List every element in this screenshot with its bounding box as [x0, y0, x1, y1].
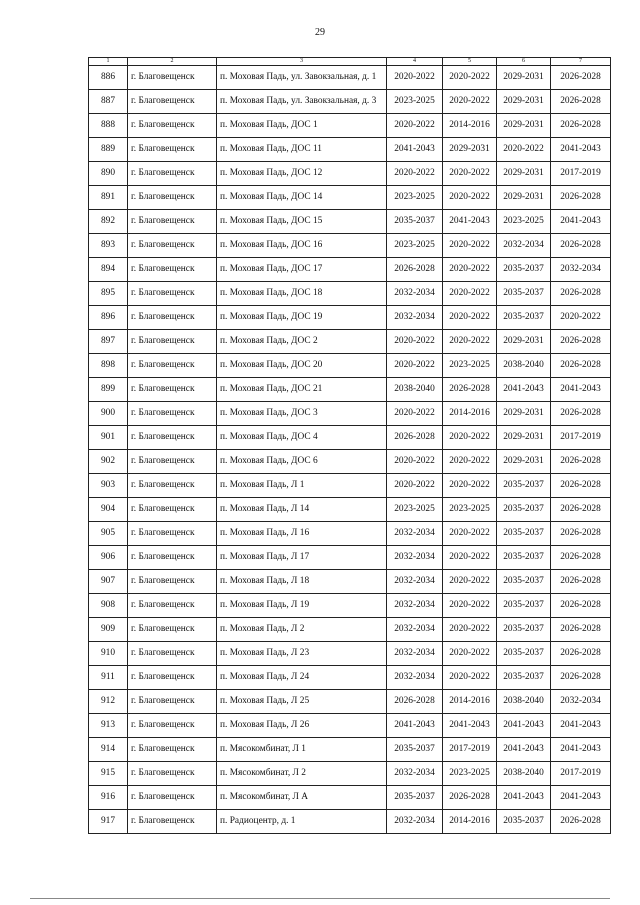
address-cell: п. Моховая Падь, Л 14 — [217, 498, 387, 522]
period-cell-3: 2035-2037 — [497, 810, 551, 834]
address-cell: п. Моховая Падь, ДОС 3 — [217, 402, 387, 426]
period-cell-1: 2020-2022 — [387, 330, 443, 354]
city-cell: г. Благовещенск — [128, 210, 217, 234]
period-cell-3: 2035-2037 — [497, 282, 551, 306]
row-number-cell: 888 — [89, 114, 128, 138]
address-cell: п. Моховая Падь, ул. Завокзальная, д. 1 — [217, 66, 387, 90]
period-cell-1: 2032-2034 — [387, 306, 443, 330]
city-cell: г. Благовещенск — [128, 330, 217, 354]
period-cell-4: 2026-2028 — [551, 330, 611, 354]
column-number-row — [89, 58, 611, 66]
table-row — [89, 90, 611, 114]
city-cell: г. Благовещенск — [128, 642, 217, 666]
period-cell-4: 2041-2043 — [551, 138, 611, 162]
row-number-cell: 917 — [89, 810, 128, 834]
column-header: 6 — [497, 58, 551, 66]
row-number-cell: 907 — [89, 570, 128, 594]
period-cell-1: 2032-2034 — [387, 570, 443, 594]
period-cell-1: 2032-2034 — [387, 282, 443, 306]
address-cell: п. Моховая Падь, Л 17 — [217, 546, 387, 570]
period-cell-1: 2020-2022 — [387, 354, 443, 378]
period-cell-3: 2035-2037 — [497, 618, 551, 642]
period-cell-2: 2029-2031 — [443, 138, 497, 162]
period-cell-3: 2023-2025 — [497, 210, 551, 234]
address-cell: п. Моховая Падь, ДОС 14 — [217, 186, 387, 210]
address-cell: п. Моховая Падь, ДОС 18 — [217, 282, 387, 306]
period-cell-3: 2020-2022 — [497, 138, 551, 162]
period-cell-3: 2041-2043 — [497, 786, 551, 810]
period-cell-2: 2023-2025 — [443, 762, 497, 786]
city-cell: г. Благовещенск — [128, 354, 217, 378]
table-row — [89, 330, 611, 354]
table-row — [89, 810, 611, 834]
period-cell-1: 2020-2022 — [387, 114, 443, 138]
period-cell-2: 2020-2022 — [443, 306, 497, 330]
row-number-cell: 908 — [89, 594, 128, 618]
city-cell: г. Благовещенск — [128, 570, 217, 594]
address-cell: п. Мясокомбинат, Л 2 — [217, 762, 387, 786]
table-row — [89, 522, 611, 546]
address-cell: п. Моховая Падь, ДОС 2 — [217, 330, 387, 354]
row-number-cell: 890 — [89, 162, 128, 186]
address-cell: п. Радиоцентр, д. 1 — [217, 810, 387, 834]
period-cell-3: 2029-2031 — [497, 426, 551, 450]
period-cell-2: 2023-2025 — [443, 354, 497, 378]
period-cell-3: 2038-2040 — [497, 354, 551, 378]
row-number-cell: 911 — [89, 666, 128, 690]
table-row — [89, 186, 611, 210]
row-number-cell: 912 — [89, 690, 128, 714]
period-cell-1: 2035-2037 — [387, 738, 443, 762]
period-cell-3: 2035-2037 — [497, 258, 551, 282]
period-cell-4: 2026-2028 — [551, 666, 611, 690]
table-row — [89, 474, 611, 498]
address-cell: п. Мясокомбинат, Л А — [217, 786, 387, 810]
address-cell: п. Моховая Падь, ДОС 1 — [217, 114, 387, 138]
row-number-cell: 894 — [89, 258, 128, 282]
table-row — [89, 354, 611, 378]
address-cell: п. Моховая Падь, ДОС 20 — [217, 354, 387, 378]
row-number-cell: 903 — [89, 474, 128, 498]
period-cell-2: 2041-2043 — [443, 210, 497, 234]
period-cell-2: 2014-2016 — [443, 810, 497, 834]
column-header: 1 — [89, 58, 128, 66]
period-cell-1: 2023-2025 — [387, 186, 443, 210]
row-number-cell: 914 — [89, 738, 128, 762]
table-row — [89, 162, 611, 186]
city-cell: г. Благовещенск — [128, 234, 217, 258]
address-cell: п. Моховая Падь, ДОС 21 — [217, 378, 387, 402]
city-cell: г. Благовещенск — [128, 474, 217, 498]
period-cell-2: 2020-2022 — [443, 426, 497, 450]
period-cell-3: 2029-2031 — [497, 90, 551, 114]
period-cell-4: 2017-2019 — [551, 162, 611, 186]
table-row — [89, 594, 611, 618]
table-row — [89, 642, 611, 666]
city-cell: г. Благовещенск — [128, 306, 217, 330]
period-cell-4: 2026-2028 — [551, 474, 611, 498]
period-cell-4: 2017-2019 — [551, 762, 611, 786]
address-cell: п. Моховая Падь, ДОС 11 — [217, 138, 387, 162]
row-number-cell: 893 — [89, 234, 128, 258]
period-cell-4: 2017-2019 — [551, 426, 611, 450]
period-cell-1: 2020-2022 — [387, 474, 443, 498]
table-row — [89, 714, 611, 738]
period-cell-2: 2020-2022 — [443, 618, 497, 642]
period-cell-2: 2023-2025 — [443, 498, 497, 522]
period-cell-2: 2020-2022 — [443, 234, 497, 258]
period-cell-3: 2041-2043 — [497, 738, 551, 762]
row-number-cell: 909 — [89, 618, 128, 642]
city-cell: г. Благовещенск — [128, 114, 217, 138]
row-number-cell: 910 — [89, 642, 128, 666]
period-cell-2: 2020-2022 — [443, 258, 497, 282]
period-cell-2: 2017-2019 — [443, 738, 497, 762]
city-cell: г. Благовещенск — [128, 786, 217, 810]
table-row — [89, 282, 611, 306]
address-cell: п. Моховая Падь, Л 1 — [217, 474, 387, 498]
period-cell-2: 2020-2022 — [443, 522, 497, 546]
period-cell-2: 2020-2022 — [443, 186, 497, 210]
table-row — [89, 306, 611, 330]
table-row — [89, 738, 611, 762]
city-cell: г. Благовещенск — [128, 66, 217, 90]
period-cell-4: 2026-2028 — [551, 810, 611, 834]
period-cell-2: 2014-2016 — [443, 690, 497, 714]
row-number-cell: 901 — [89, 426, 128, 450]
city-cell: г. Благовещенск — [128, 666, 217, 690]
address-cell: п. Моховая Падь, ДОС 15 — [217, 210, 387, 234]
period-cell-3: 2035-2037 — [497, 666, 551, 690]
period-cell-4: 2026-2028 — [551, 546, 611, 570]
period-cell-4: 2026-2028 — [551, 402, 611, 426]
row-number-cell: 892 — [89, 210, 128, 234]
address-cell: п. Моховая Падь, ДОС 12 — [217, 162, 387, 186]
table-body — [89, 66, 611, 834]
city-cell: г. Благовещенск — [128, 90, 217, 114]
period-cell-3: 2038-2040 — [497, 690, 551, 714]
period-cell-4: 2026-2028 — [551, 66, 611, 90]
row-number-cell: 886 — [89, 66, 128, 90]
period-cell-2: 2020-2022 — [443, 450, 497, 474]
period-cell-3: 2038-2040 — [497, 762, 551, 786]
period-cell-1: 2032-2034 — [387, 546, 443, 570]
period-cell-3: 2041-2043 — [497, 714, 551, 738]
period-cell-3: 2029-2031 — [497, 330, 551, 354]
address-cell: п. Мясокомбинат, Л 1 — [217, 738, 387, 762]
city-cell: г. Благовещенск — [128, 498, 217, 522]
column-header: 4 — [387, 58, 443, 66]
column-header: 7 — [551, 58, 611, 66]
period-cell-4: 2026-2028 — [551, 234, 611, 258]
row-number-cell: 895 — [89, 282, 128, 306]
period-cell-1: 2038-2040 — [387, 378, 443, 402]
period-cell-4: 2041-2043 — [551, 210, 611, 234]
table-row — [89, 618, 611, 642]
period-cell-4: 2041-2043 — [551, 786, 611, 810]
period-cell-4: 2032-2034 — [551, 258, 611, 282]
period-cell-3: 2035-2037 — [497, 570, 551, 594]
period-cell-4: 2020-2022 — [551, 306, 611, 330]
period-cell-4: 2026-2028 — [551, 450, 611, 474]
period-cell-3: 2035-2037 — [497, 522, 551, 546]
period-cell-2: 2020-2022 — [443, 330, 497, 354]
address-cell: п. Моховая Падь, Л 19 — [217, 594, 387, 618]
period-cell-2: 2020-2022 — [443, 642, 497, 666]
period-cell-3: 2029-2031 — [497, 66, 551, 90]
period-cell-4: 2026-2028 — [551, 594, 611, 618]
period-cell-3: 2029-2031 — [497, 162, 551, 186]
period-cell-2: 2014-2016 — [443, 114, 497, 138]
city-cell: г. Благовещенск — [128, 162, 217, 186]
period-cell-3: 2035-2037 — [497, 594, 551, 618]
period-cell-2: 2020-2022 — [443, 570, 497, 594]
row-number-cell: 902 — [89, 450, 128, 474]
period-cell-2: 2020-2022 — [443, 666, 497, 690]
period-cell-1: 2032-2034 — [387, 762, 443, 786]
city-cell: г. Благовещенск — [128, 594, 217, 618]
table-row — [89, 786, 611, 810]
row-number-cell: 915 — [89, 762, 128, 786]
city-cell: г. Благовещенск — [128, 186, 217, 210]
address-cell: п. Моховая Падь, ДОС 19 — [217, 306, 387, 330]
row-number-cell: 891 — [89, 186, 128, 210]
period-cell-1: 2023-2025 — [387, 498, 443, 522]
city-cell: г. Благовещенск — [128, 762, 217, 786]
address-cell: п. Моховая Падь, ДОС 17 — [217, 258, 387, 282]
period-cell-1: 2032-2034 — [387, 522, 443, 546]
row-number-cell: 889 — [89, 138, 128, 162]
period-cell-4: 2026-2028 — [551, 570, 611, 594]
period-cell-2: 2020-2022 — [443, 162, 497, 186]
period-cell-4: 2026-2028 — [551, 522, 611, 546]
period-cell-3: 2035-2037 — [497, 474, 551, 498]
city-cell: г. Благовещенск — [128, 546, 217, 570]
period-cell-3: 2029-2031 — [497, 186, 551, 210]
period-cell-1: 2041-2043 — [387, 138, 443, 162]
period-cell-4: 2026-2028 — [551, 114, 611, 138]
period-cell-2: 2026-2028 — [443, 378, 497, 402]
row-number-cell: 916 — [89, 786, 128, 810]
period-cell-4: 2026-2028 — [551, 642, 611, 666]
period-cell-1: 2023-2025 — [387, 234, 443, 258]
period-cell-3: 2041-2043 — [497, 378, 551, 402]
table-row — [89, 666, 611, 690]
row-number-cell: 897 — [89, 330, 128, 354]
address-cell: п. Моховая Падь, Л 24 — [217, 666, 387, 690]
period-cell-1: 2026-2028 — [387, 426, 443, 450]
period-cell-3: 2035-2037 — [497, 498, 551, 522]
city-cell: г. Благовещенск — [128, 426, 217, 450]
period-cell-1: 2035-2037 — [387, 786, 443, 810]
period-cell-1: 2032-2034 — [387, 810, 443, 834]
table-row — [89, 690, 611, 714]
period-cell-4: 2026-2028 — [551, 618, 611, 642]
address-cell: п. Моховая Падь, Л 26 — [217, 714, 387, 738]
table-row — [89, 66, 611, 90]
row-number-cell: 896 — [89, 306, 128, 330]
table-row — [89, 498, 611, 522]
address-cell: п. Моховая Падь, ДОС 16 — [217, 234, 387, 258]
period-cell-3: 2032-2034 — [497, 234, 551, 258]
city-cell: г. Благовещенск — [128, 522, 217, 546]
address-cell: п. Моховая Падь, Л 18 — [217, 570, 387, 594]
period-cell-4: 2026-2028 — [551, 498, 611, 522]
period-cell-3: 2029-2031 — [497, 402, 551, 426]
period-cell-2: 2020-2022 — [443, 90, 497, 114]
period-cell-3: 2035-2037 — [497, 642, 551, 666]
table-row — [89, 426, 611, 450]
city-cell: г. Благовещенск — [128, 378, 217, 402]
period-cell-4: 2026-2028 — [551, 90, 611, 114]
period-cell-4: 2041-2043 — [551, 738, 611, 762]
period-cell-1: 2032-2034 — [387, 666, 443, 690]
page-number: 29 — [315, 27, 325, 38]
period-cell-2: 2020-2022 — [443, 546, 497, 570]
city-cell: г. Благовещенск — [128, 402, 217, 426]
period-cell-2: 2041-2043 — [443, 714, 497, 738]
period-cell-1: 2026-2028 — [387, 690, 443, 714]
address-cell: п. Моховая Падь, ул. Завокзальная, д. 3 — [217, 90, 387, 114]
table-row — [89, 450, 611, 474]
row-number-cell: 913 — [89, 714, 128, 738]
column-header: 3 — [217, 58, 387, 66]
city-cell: г. Благовещенск — [128, 258, 217, 282]
address-cell: п. Моховая Падь, ДОС 6 — [217, 450, 387, 474]
table-row — [89, 258, 611, 282]
row-number-cell: 906 — [89, 546, 128, 570]
row-number-cell: 905 — [89, 522, 128, 546]
period-cell-2: 2020-2022 — [443, 282, 497, 306]
table-row — [89, 210, 611, 234]
address-cell: п. Моховая Падь, Л 25 — [217, 690, 387, 714]
address-cell: п. Моховая Падь, ДОС 4 — [217, 426, 387, 450]
period-cell-1: 2032-2034 — [387, 642, 443, 666]
table-row — [89, 138, 611, 162]
city-cell: г. Благовещенск — [128, 282, 217, 306]
address-cell: п. Моховая Падь, Л 2 — [217, 618, 387, 642]
period-cell-2: 2026-2028 — [443, 786, 497, 810]
table-row — [89, 546, 611, 570]
table-row — [89, 114, 611, 138]
city-cell: г. Благовещенск — [128, 810, 217, 834]
row-number-cell: 887 — [89, 90, 128, 114]
row-number-cell: 904 — [89, 498, 128, 522]
table-row — [89, 378, 611, 402]
period-cell-2: 2020-2022 — [443, 594, 497, 618]
period-cell-3: 2035-2037 — [497, 546, 551, 570]
housing-registry-table — [88, 57, 611, 834]
period-cell-1: 2032-2034 — [387, 618, 443, 642]
row-number-cell: 898 — [89, 354, 128, 378]
table-row — [89, 402, 611, 426]
address-cell: п. Моховая Падь, Л 23 — [217, 642, 387, 666]
period-cell-2: 2014-2016 — [443, 402, 497, 426]
city-cell: г. Благовещенск — [128, 450, 217, 474]
period-cell-1: 2026-2028 — [387, 258, 443, 282]
row-number-cell: 900 — [89, 402, 128, 426]
city-cell: г. Благовещенск — [128, 738, 217, 762]
table-row — [89, 234, 611, 258]
period-cell-2: 2020-2022 — [443, 474, 497, 498]
period-cell-4: 2026-2028 — [551, 282, 611, 306]
period-cell-4: 2041-2043 — [551, 714, 611, 738]
period-cell-1: 2041-2043 — [387, 714, 443, 738]
period-cell-3: 2029-2031 — [497, 114, 551, 138]
table-row — [89, 570, 611, 594]
page-edge-line — [30, 898, 610, 899]
city-cell: г. Благовещенск — [128, 618, 217, 642]
column-header: 5 — [443, 58, 497, 66]
period-cell-1: 2020-2022 — [387, 66, 443, 90]
city-cell: г. Благовещенск — [128, 714, 217, 738]
period-cell-2: 2020-2022 — [443, 66, 497, 90]
period-cell-4: 2026-2028 — [551, 186, 611, 210]
city-cell: г. Благовещенск — [128, 138, 217, 162]
column-header: 2 — [128, 58, 217, 66]
period-cell-4: 2041-2043 — [551, 378, 611, 402]
period-cell-3: 2035-2037 — [497, 306, 551, 330]
period-cell-1: 2020-2022 — [387, 450, 443, 474]
table-row — [89, 762, 611, 786]
period-cell-3: 2029-2031 — [497, 450, 551, 474]
period-cell-1: 2035-2037 — [387, 210, 443, 234]
row-number-cell: 899 — [89, 378, 128, 402]
period-cell-1: 2032-2034 — [387, 594, 443, 618]
city-cell: г. Благовещенск — [128, 690, 217, 714]
period-cell-1: 2020-2022 — [387, 162, 443, 186]
period-cell-4: 2032-2034 — [551, 690, 611, 714]
period-cell-1: 2023-2025 — [387, 90, 443, 114]
period-cell-1: 2020-2022 — [387, 402, 443, 426]
period-cell-4: 2026-2028 — [551, 354, 611, 378]
address-cell: п. Моховая Падь, Л 16 — [217, 522, 387, 546]
